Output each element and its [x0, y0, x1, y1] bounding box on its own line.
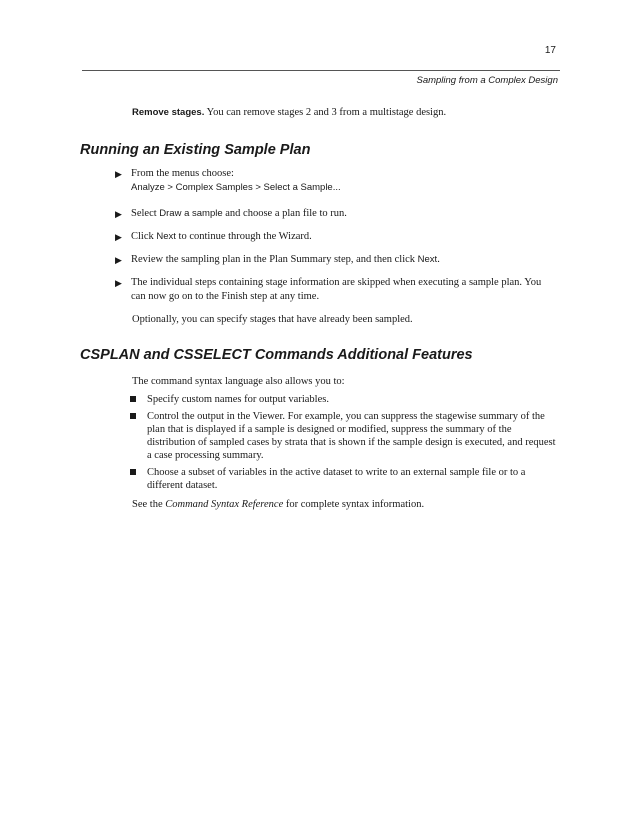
step-from-menus — [115, 167, 558, 195]
menu-path: Analyze > Complex Samples > Select a Sample... — [131, 182, 341, 193]
bullet-item — [147, 393, 558, 406]
ui-term-next: Next — [417, 254, 438, 265]
remove-stages-text: You can remove stages 2 and 3 from a multistage design. — [206, 107, 447, 118]
step-text: Click — [131, 231, 154, 242]
step-text: From the menus choose: — [131, 168, 234, 179]
reference-text: See the — [132, 499, 163, 510]
syntax-intro: The command syntax language also allows you to: — [132, 376, 345, 387]
step-review-plan — [115, 253, 558, 267]
section-heading-running-sample-plan: Running an Existing Sample Plan — [80, 142, 311, 158]
section-heading-csplan-features: CSPLAN and CSSELECT Commands Additional Features — [80, 347, 473, 363]
step-text: The individual steps containing stage information are skipped when executing a sample plan. You can now go on to the Finish step at any time. — [131, 277, 542, 302]
step-skipped-stages — [115, 276, 558, 304]
bullet-item — [147, 466, 558, 492]
optional-stages-note: Optionally, you can specify stages that have already been sampled. — [132, 314, 413, 325]
right-triangle-icon: ▶ — [115, 232, 122, 242]
running-head: Sampling from a Complex Design — [416, 75, 558, 86]
step-select-draw — [115, 207, 558, 221]
bullet-text: Control the output in the Viewer. For example, you can suppress the stagewise summary of the plan that is displayed if a sample is designed or modified, suppress the summary of the distribution of sampled cases by strata that is shown if the sample design is executed, and request a case processing summary. — [147, 411, 556, 461]
bullet-text: Specify custom names for output variables. — [147, 394, 329, 405]
remove-stages-paragraph — [132, 106, 558, 120]
bullet-item — [147, 410, 558, 462]
right-triangle-icon: ▶ — [115, 255, 122, 265]
right-triangle-icon: ▶ — [115, 209, 122, 219]
remove-stages-label: Remove stages. — [132, 107, 205, 118]
step-text: and choose a plan file to run. — [225, 208, 347, 219]
header-rule — [82, 70, 560, 71]
reference-text: for complete syntax information. — [285, 499, 425, 510]
bullet-text: Choose a subset of variables in the active dataset to write to an external sample file or to a different dataset. — [147, 467, 526, 491]
step-text: Select — [131, 208, 157, 219]
square-bullet-icon — [130, 413, 136, 419]
step-text: . — [437, 254, 440, 265]
right-triangle-icon: ▶ — [115, 278, 122, 288]
step-click-next — [115, 230, 558, 244]
reference-title: Command Syntax Reference — [165, 499, 284, 510]
ui-term-next: Next — [156, 231, 176, 242]
syntax-reference-note — [132, 498, 558, 512]
square-bullet-icon — [130, 469, 136, 475]
page-number: 17 — [544, 45, 556, 56]
ui-term-draw-sample: Draw a sample — [159, 208, 223, 219]
step-text: Review the sampling plan in the Plan Summary step, and then click — [131, 254, 416, 265]
step-text: to continue through the Wizard. — [178, 231, 312, 242]
page-content — [0, 106, 638, 512]
right-triangle-icon: ▶ — [115, 169, 122, 179]
square-bullet-icon — [130, 396, 136, 402]
